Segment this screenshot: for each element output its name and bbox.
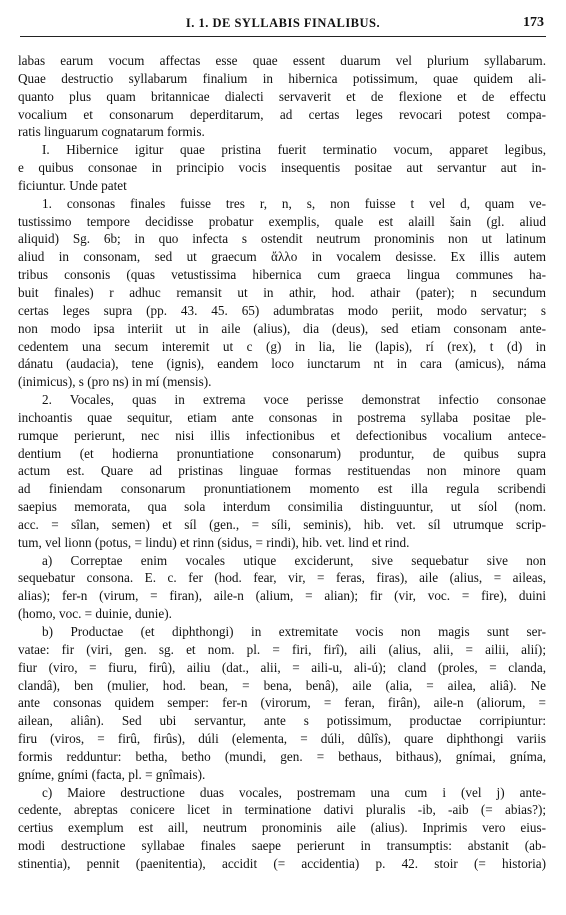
running-title: I. 1. DE SYLLABIS FINALIBUS. bbox=[185, 16, 381, 30]
text-line: c) Maiore destructione duas vocales, postremam una cum i (vel j) ante- bbox=[42, 784, 546, 800]
text-line: ficiuntur. Unde patet bbox=[18, 177, 127, 193]
text-line: (homo, voc. = duinie, dunie). bbox=[18, 606, 172, 622]
text-line: modi destructione syllabae finales saepe perierunt in transumptis: abstanit (ab- bbox=[18, 838, 546, 854]
text-line: dánatu (audacia), tene (ignis), eandem loco iunctarum nt in cara (amicus), náma bbox=[18, 356, 546, 372]
text-line: 2. Vocales, quas in extrema voce perisse demonstrat infectio consonae bbox=[42, 392, 546, 408]
text-line: aliud in consonam, sed ut graecum ἄλλο in vocalem desisse. Ex illis autem bbox=[18, 249, 546, 265]
text-line: fiur (viro, = fiuru, firû), ailiu (dat., alii, = aili-u, ali-ú); cland (proles, = clanda, bbox=[18, 659, 546, 675]
text-line: inchoantis quae sequitur, etiam ante consonas in postrema syllaba positae ple- bbox=[18, 409, 546, 425]
text-line: a) Correptae enim vocales utique exciderunt, sive sequebatur sive non bbox=[42, 552, 546, 568]
text-line: alias); fer-n (virum, = firan), aile-n (alium, = alian); fir (vir, voc. = fire), duini bbox=[18, 588, 546, 604]
text-line: I. Hibernice igitur quae pristina fuerit terminatio vocum, apparet legibus, bbox=[42, 142, 546, 158]
text-line: cedentem una secum interemit ut c (g) in lia, lie (lapis), rí (rex), t (d) in bbox=[18, 338, 546, 354]
text-line: aliquid) Sg. 6b; in quo infecta s ostendit neutrum pronominis non ut latinum bbox=[18, 231, 546, 247]
text-line: vatae: fir (viri, gen. sg. et nom. pl. = firi, firî), aili (alius, alii, = ailii, alií); bbox=[18, 641, 546, 657]
text-line: certas leges supra (pp. 43. 45. 65) adumbratas modo periit, modo servatur; s bbox=[18, 302, 546, 318]
text-line: non modo ipsa interiit ut in aile (alius), dia (deus), sed etiam consonam ante- bbox=[18, 320, 546, 336]
text-line: acc. = sîlan, semen) et síl (gen., = síli, seminis), hib. vet. síl utrumque scrip- bbox=[18, 516, 546, 532]
text-line: b) Productae (et diphthongi) in extremitate vocis non magis sunt ser- bbox=[42, 624, 546, 639]
text-line: stinentia), pennit (paenitentia), accidit (= accidentia) p. 42. stoir (= historia) bbox=[18, 855, 546, 871]
text-line: ante consonas quidem semper: fer-n (virorum, = feran, firân), aile-n (aliorum, = bbox=[18, 695, 546, 711]
text-line: actum est. Quare ad pristinas linguae formas restituendas non minore quam bbox=[18, 463, 546, 479]
text-line: gníme, gními (facta, pl. = gnîmais). bbox=[18, 766, 206, 782]
text-line: cedente, abreptas conicere licet in terminatione dativi pluralis -ib, -aib (= abias?); bbox=[18, 802, 546, 818]
body-text bbox=[18, 52, 546, 873]
text-line: tribus consonis (quas vetustissima hibernica cum graeca lingua communes ha- bbox=[18, 267, 546, 283]
text-line: quanto plus quam britannicae dialecti servaverit et de flexione et de effectu bbox=[18, 88, 546, 104]
text-line: vocalium et consonarum deperditarum, ad certas leges revocari potest compa- bbox=[18, 106, 546, 122]
text-line: ailean, aliân). Sed ubi servantur, ante s potissimum, productae corripiuntur: bbox=[18, 713, 546, 729]
text-line: ad finiendam consonarum pronuntiationem momento est illa regula scribendi bbox=[18, 481, 546, 497]
text-line: Quae destructio syllabarum finalium in hibernica potissimum, quae quidem ali- bbox=[18, 70, 546, 86]
text-line: e quibus consonae in principio vocis insequentis positae aut servantur aut in- bbox=[18, 160, 546, 176]
text-line: tum, vel lionn (potus, = lindu) et rinn (sidus, = rindi), hib. vet. lind et rind. bbox=[18, 534, 410, 550]
page-number: 173 bbox=[523, 15, 544, 30]
text-line: ratis linguarum cognatarum formis. bbox=[18, 124, 205, 140]
text-line: tustissimo tempore decidisse probatur exemplis, quale est alaill šain (gl. aliud bbox=[18, 213, 546, 229]
text-line: formis redduntur: betha, betho (mundi, gen. = bethaus, bithaus), gnímai, gníma, bbox=[18, 748, 546, 764]
text-line: (inimicus), s (pro ns) in mí (mensis). bbox=[18, 374, 212, 390]
text-line: saepius memorata, qua sola interdum consimilia distinguuntur, ut síol (nom. bbox=[18, 499, 546, 515]
text-line: sequebatur consona. E. c. fer (hod. fear, vir, = feras, firas), aile (alius, = aileas, bbox=[18, 570, 546, 586]
running-header bbox=[20, 16, 546, 37]
text-line: dentium (et hodierna pronuntiatione consonarum) produntur, de quibus supra bbox=[18, 445, 546, 461]
text-line: firu (viros, = firû, firûs), dúli (elementa, = dúli, dûlîs), quare diphthongi variis bbox=[18, 731, 546, 747]
text-line: certius exemplum est aill, neutrum pronominis aile (alius). Inprimis vero eius- bbox=[18, 820, 546, 836]
text-line: clandâ), ben (mulier, hod. bean, = bena, benâ), aile (alia, = ailea, aliâ). Ne bbox=[18, 677, 546, 693]
text-line: buit finales) r adhuc remansit ut in athir, hod. athair (pater); n secundum bbox=[18, 284, 546, 300]
text-line: labas earum vocum affectas esse quae essent duarum vel plurium syllabarum. bbox=[18, 53, 546, 68]
text-line: 1. consonas finales fuisse tres r, n, s, non fuisse t vel d, quam ve- bbox=[42, 195, 546, 211]
text-line: rumque perierunt, nec nisi illis infectionibus et defectionibus vocalium antece- bbox=[18, 427, 546, 443]
